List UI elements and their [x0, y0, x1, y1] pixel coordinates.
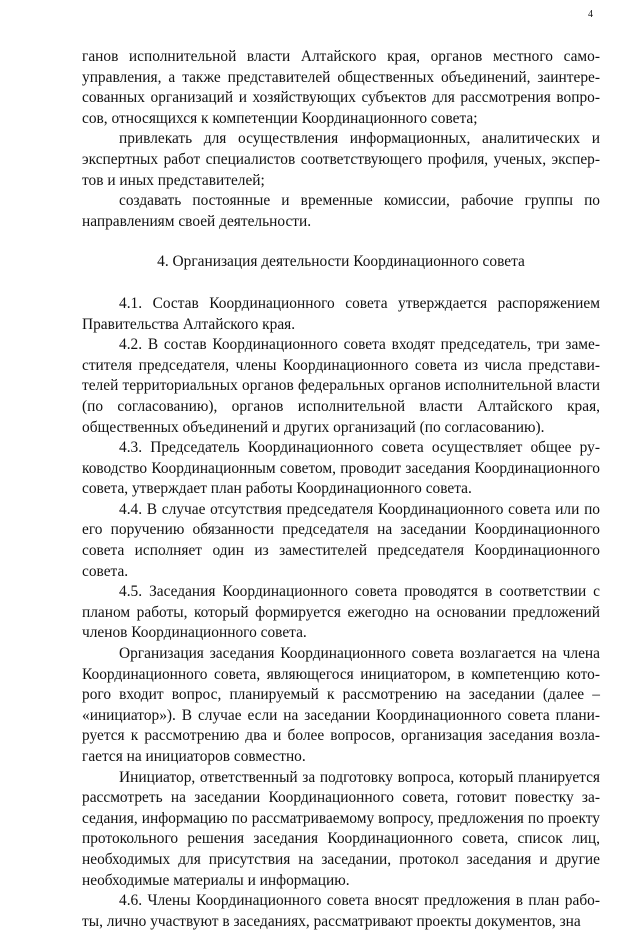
paragraph-4-5: 4.5. Заседания Координационного совета проводятся в соответствии с планом работы, который формируется ежегодно на основании предложений членов Координационного совета. — [82, 583, 600, 642]
page-number: 4 — [588, 9, 593, 20]
intro-paragraph-experts: привлекать для осуществления информационных, аналитических и экспертных работ специалистов соответствующего профиля, ученых, экспертов и иных представителей; — [82, 130, 600, 189]
paragraph-4-3: 4.3. Председатель Координационного совета осуществляет общее руководство Координационным советом, проводит заседания Координационного совета, утверждает план работы Координационного совета. — [82, 439, 600, 498]
intro-paragraph-continuation: ганов исполнительной власти Алтайского края, органов местного самоуправления, а также представителей общественных объединений, заинтересованных организаций и хозяйствующих субъектов для рассмотрения вопросов, относящихся к компетенции Координационного совета; — [82, 48, 600, 127]
paragraph-organization: Организация заседания Координационного совета возлагается на члена Координационного совета, являющегося инициатором, в компетенцию которого входит вопрос, планируемый к рассмотрению на заседании (далее – «инициатор»). В случае если на заседании Координационного совета планируется к рассмотрению два и более вопросов, организация заседания возлагается на инициаторов совместно. — [82, 645, 600, 765]
paragraph-4-2: 4.2. В состав Координационного совета входят председатель, три заместителя председателя, члены Координационного совета из числа представителей территориальных органов федеральных органов исполнительной власти (по согласованию), органов исполнительной власти Алтайского края, общественных объединений и других организаций (по согласованию). — [82, 336, 600, 436]
intro-paragraph-commissions: создавать постоянные и временные комиссии, рабочие группы по направлениям своей деятельности. — [82, 192, 600, 230]
paragraph-4-1: 4.1. Состав Координационного совета утверждается распоряжением Правительства Алтайского края. — [82, 294, 600, 333]
paragraph-4-6: 4.6. Члены Координационного совета вносят предложения в план работы, лично участвуют в заседаниях, рассматривают проекты документов, зна — [82, 892, 600, 930]
paragraph-4-4: 4.4. В случае отсутствия председателя Координационного совета или по его поручению обязанности председателя на заседании Координационного совета исполняет один из заместителей председателя Координационного совета. — [82, 500, 600, 580]
document-body — [82, 47, 600, 932]
section-heading: 4. Организация деятельности Координационного совета — [157, 253, 525, 271]
paragraph-initiator: Инициатор, ответственный за подготовку вопроса, который планируется рассмотреть на заседании Координационного совета, готовит повестку заседания, информацию по рассматриваемому вопросу, предложения по проекту протокольного решения заседания Координационного совета, список лиц, необходимых для присутствия на заседании, протокол заседания и другие необходимые материалы и информацию. — [82, 768, 600, 889]
